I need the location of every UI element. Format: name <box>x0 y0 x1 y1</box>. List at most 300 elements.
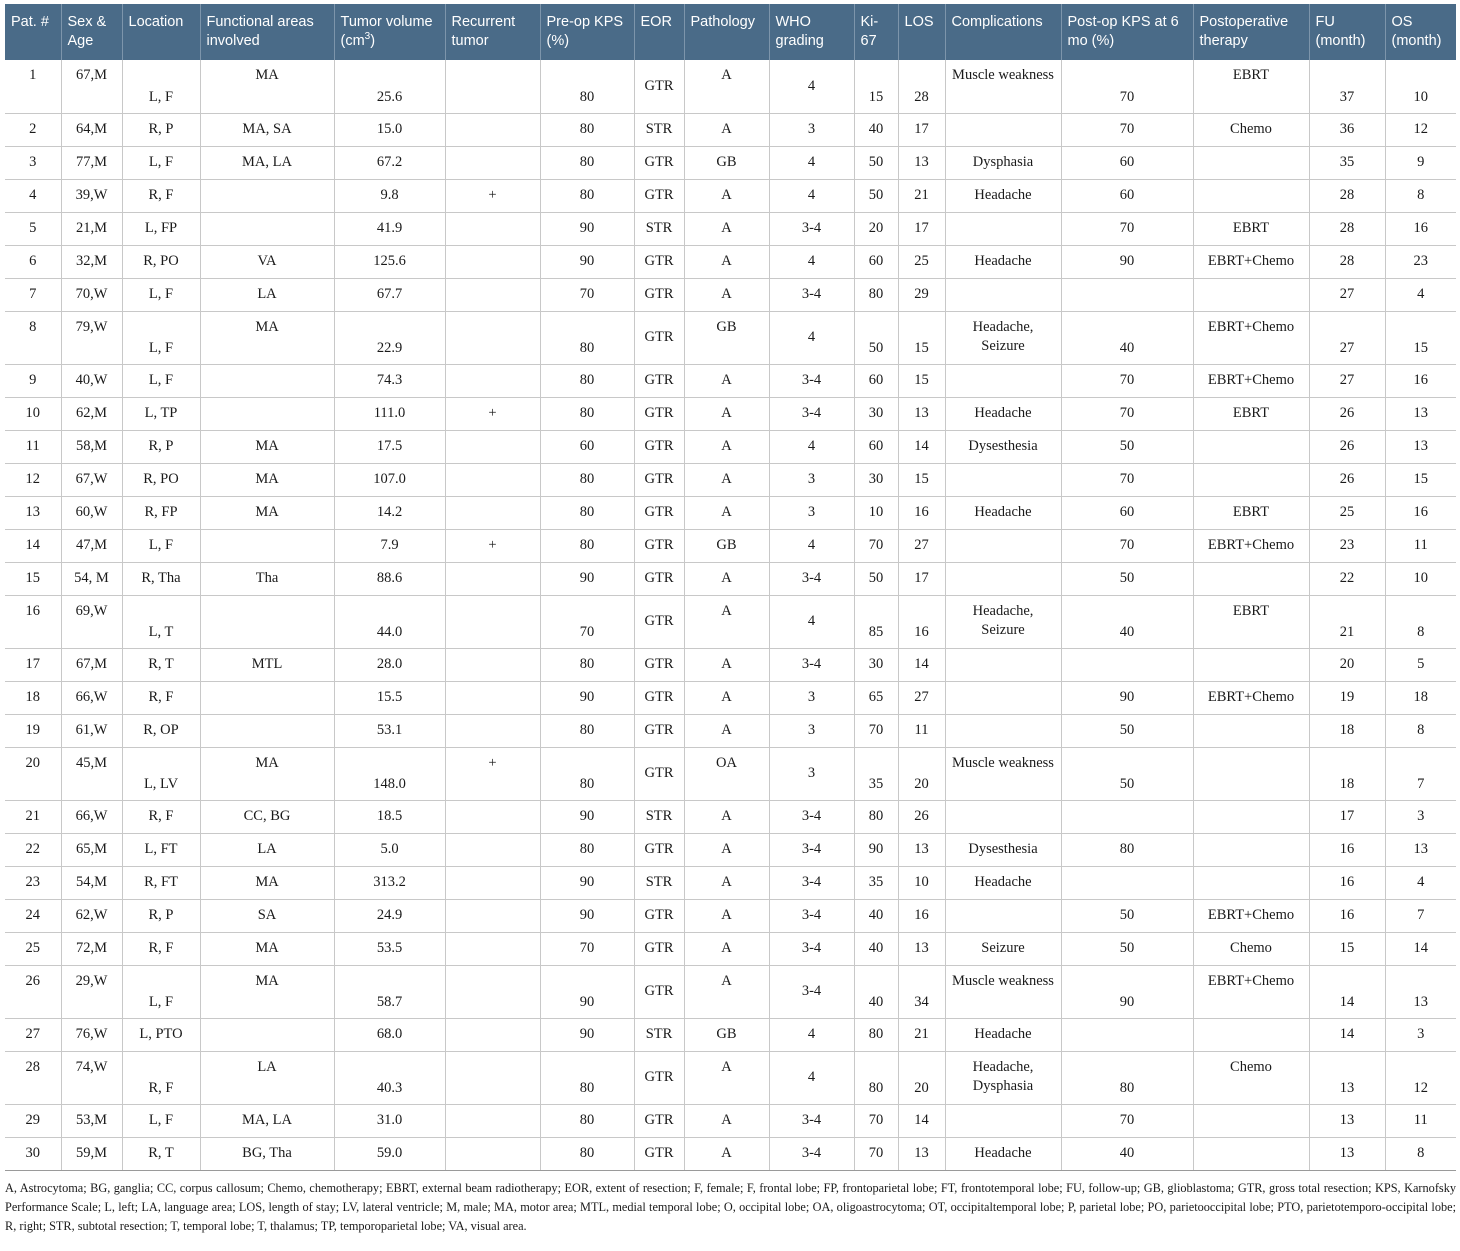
cell-volume: 14.2 <box>334 496 445 529</box>
cell-complications: Dysphasia <box>945 146 1061 179</box>
cell-sex-age: 59,M <box>61 1137 122 1170</box>
cell-preop: 80 <box>540 833 634 866</box>
table-row <box>5 899 1456 932</box>
volume-superscript: 3 <box>364 31 371 43</box>
cell-fu: 26 <box>1309 430 1385 463</box>
cell-sex-age: 39,W <box>61 179 122 212</box>
cell-functional <box>200 397 334 430</box>
cell-who: 3-4 <box>769 899 854 932</box>
cell-pat: 4 <box>5 179 61 212</box>
table-row <box>5 430 1456 463</box>
cell-preop: 80 <box>540 747 634 800</box>
table-row <box>5 1137 1456 1170</box>
cell-location: L, TP <box>122 397 200 430</box>
cell-preop: 80 <box>540 463 634 496</box>
cell-preop: 80 <box>540 714 634 747</box>
cell-volume: 41.9 <box>334 212 445 245</box>
cell-os: 7 <box>1385 747 1456 800</box>
cell-os: 3 <box>1385 800 1456 833</box>
col-header-ki67: Ki-67 <box>854 4 898 60</box>
cell-postop: 50 <box>1061 430 1193 463</box>
cell-who: 3-4 <box>769 278 854 311</box>
cell-sex-age: 47,M <box>61 529 122 562</box>
cell-ki67: 90 <box>854 833 898 866</box>
cell-therapy <box>1193 278 1309 311</box>
cell-postop: 50 <box>1061 714 1193 747</box>
cell-postop: 70 <box>1061 212 1193 245</box>
cell-preop: 90 <box>540 245 634 278</box>
cell-eor: GTR <box>634 278 684 311</box>
cell-sex-age: 32,M <box>61 245 122 278</box>
cell-preop: 80 <box>540 1051 634 1104</box>
cell-postop: 60 <box>1061 496 1193 529</box>
cell-postop: 90 <box>1061 681 1193 714</box>
cell-preop: 90 <box>540 899 634 932</box>
cell-functional: MA <box>200 932 334 965</box>
cell-functional <box>200 212 334 245</box>
cell-ki67: 50 <box>854 311 898 364</box>
cell-pat: 20 <box>5 747 61 800</box>
cell-pat: 23 <box>5 866 61 899</box>
cell-therapy: EBRT+Chemo <box>1193 681 1309 714</box>
cell-who: 3-4 <box>769 364 854 397</box>
table-row <box>5 146 1456 179</box>
cell-recurrent <box>445 278 540 311</box>
cell-therapy: EBRT <box>1193 595 1309 648</box>
cell-pathology: A <box>684 833 769 866</box>
cell-los: 17 <box>898 113 945 146</box>
cell-recurrent <box>445 681 540 714</box>
cell-pat: 22 <box>5 833 61 866</box>
cell-postop <box>1061 866 1193 899</box>
cell-eor: GTR <box>634 899 684 932</box>
cell-preop: 90 <box>540 681 634 714</box>
cell-sex-age: 61,W <box>61 714 122 747</box>
cell-location: R, PO <box>122 245 200 278</box>
col-header-pat: Pat. # <box>5 4 61 60</box>
cell-eor: STR <box>634 1018 684 1051</box>
cell-eor: GTR <box>634 965 684 1018</box>
cell-location: R, Tha <box>122 562 200 595</box>
cell-eor: GTR <box>634 747 684 800</box>
cell-os: 8 <box>1385 179 1456 212</box>
cell-pat: 1 <box>5 60 61 113</box>
cell-postop: 60 <box>1061 146 1193 179</box>
cell-os: 15 <box>1385 463 1456 496</box>
cell-os: 3 <box>1385 1018 1456 1051</box>
table-row <box>5 212 1456 245</box>
table-row <box>5 278 1456 311</box>
cell-los: 17 <box>898 212 945 245</box>
cell-ki67: 70 <box>854 1137 898 1170</box>
cell-preop: 70 <box>540 595 634 648</box>
cell-functional <box>200 714 334 747</box>
cell-location: R, OP <box>122 714 200 747</box>
cell-sex-age: 54, M <box>61 562 122 595</box>
cell-ki67: 50 <box>854 562 898 595</box>
cell-pathology: A <box>684 648 769 681</box>
cell-recurrent: + <box>445 529 540 562</box>
cell-postop <box>1061 278 1193 311</box>
cell-complications: Headache, Seizure <box>945 311 1061 364</box>
col-header-recurrent: Recurrent tumor <box>445 4 540 60</box>
cell-therapy <box>1193 1137 1309 1170</box>
cell-pathology: A <box>684 245 769 278</box>
cell-eor: GTR <box>634 1051 684 1104</box>
cell-pat: 16 <box>5 595 61 648</box>
cell-complications: Muscle weakness <box>945 60 1061 113</box>
patient-table <box>5 4 1456 1171</box>
cell-therapy <box>1193 562 1309 595</box>
cell-postop: 80 <box>1061 833 1193 866</box>
cell-recurrent <box>445 648 540 681</box>
cell-volume: 53.5 <box>334 932 445 965</box>
col-header-pathology: Pathology <box>684 4 769 60</box>
cell-pat: 10 <box>5 397 61 430</box>
cell-complications <box>945 529 1061 562</box>
cell-eor: GTR <box>634 146 684 179</box>
cell-ki67: 60 <box>854 364 898 397</box>
cell-los: 10 <box>898 866 945 899</box>
table-row <box>5 1104 1456 1137</box>
cell-volume: 22.9 <box>334 311 445 364</box>
cell-los: 20 <box>898 1051 945 1104</box>
cell-fu: 18 <box>1309 714 1385 747</box>
cell-fu: 21 <box>1309 595 1385 648</box>
cell-volume: 15.5 <box>334 681 445 714</box>
cell-los: 27 <box>898 681 945 714</box>
cell-eor: GTR <box>634 1137 684 1170</box>
cell-fu: 27 <box>1309 311 1385 364</box>
cell-sex-age: 21,M <box>61 212 122 245</box>
cell-pat: 26 <box>5 965 61 1018</box>
cell-postop: 50 <box>1061 932 1193 965</box>
cell-therapy: EBRT+Chemo <box>1193 364 1309 397</box>
cell-los: 16 <box>898 595 945 648</box>
cell-pathology: A <box>684 681 769 714</box>
cell-preop: 90 <box>540 800 634 833</box>
cell-who: 3-4 <box>769 833 854 866</box>
cell-pathology: A <box>684 800 769 833</box>
cell-eor: GTR <box>634 932 684 965</box>
cell-pathology: A <box>684 595 769 648</box>
cell-fu: 17 <box>1309 800 1385 833</box>
cell-eor: GTR <box>634 681 684 714</box>
cell-complications: Headache <box>945 1018 1061 1051</box>
cell-therapy: Chemo <box>1193 932 1309 965</box>
cell-fu: 19 <box>1309 681 1385 714</box>
cell-who: 4 <box>769 60 854 113</box>
cell-fu: 13 <box>1309 1137 1385 1170</box>
cell-os: 11 <box>1385 1104 1456 1137</box>
cell-los: 14 <box>898 430 945 463</box>
cell-recurrent <box>445 714 540 747</box>
cell-ki67: 40 <box>854 932 898 965</box>
cell-fu: 25 <box>1309 496 1385 529</box>
cell-ki67: 40 <box>854 113 898 146</box>
cell-who: 4 <box>769 179 854 212</box>
cell-los: 13 <box>898 146 945 179</box>
cell-sex-age: 70,W <box>61 278 122 311</box>
cell-sex-age: 62,W <box>61 899 122 932</box>
cell-os: 8 <box>1385 714 1456 747</box>
cell-fu: 15 <box>1309 932 1385 965</box>
table-body <box>5 60 1456 1170</box>
cell-recurrent <box>445 146 540 179</box>
cell-who: 3-4 <box>769 1137 854 1170</box>
cell-postop: 70 <box>1061 397 1193 430</box>
cell-sex-age: 72,M <box>61 932 122 965</box>
cell-complications <box>945 364 1061 397</box>
cell-ki67: 80 <box>854 1018 898 1051</box>
cell-fu: 16 <box>1309 833 1385 866</box>
cell-fu: 20 <box>1309 648 1385 681</box>
cell-ki67: 30 <box>854 648 898 681</box>
cell-eor: GTR <box>634 496 684 529</box>
cell-location: L, FP <box>122 212 200 245</box>
cell-location: R, P <box>122 430 200 463</box>
cell-ki67: 15 <box>854 60 898 113</box>
cell-os: 23 <box>1385 245 1456 278</box>
cell-os: 16 <box>1385 364 1456 397</box>
cell-therapy: EBRT <box>1193 60 1309 113</box>
cell-os: 13 <box>1385 965 1456 1018</box>
cell-preop: 80 <box>540 1137 634 1170</box>
cell-postop <box>1061 1018 1193 1051</box>
cell-location: R, F <box>122 800 200 833</box>
cell-location: L, LV <box>122 747 200 800</box>
cell-complications: Headache <box>945 397 1061 430</box>
cell-pathology: A <box>684 179 769 212</box>
cell-volume: 24.9 <box>334 899 445 932</box>
cell-functional: MA <box>200 496 334 529</box>
cell-postop: 70 <box>1061 463 1193 496</box>
cell-who: 3-4 <box>769 800 854 833</box>
cell-eor: GTR <box>634 833 684 866</box>
cell-os: 13 <box>1385 833 1456 866</box>
cell-therapy <box>1193 800 1309 833</box>
cell-complications: Headache <box>945 179 1061 212</box>
cell-recurrent <box>445 60 540 113</box>
cell-os: 16 <box>1385 496 1456 529</box>
cell-volume: 148.0 <box>334 747 445 800</box>
table-row <box>5 529 1456 562</box>
cell-functional: MA <box>200 430 334 463</box>
cell-volume: 67.2 <box>334 146 445 179</box>
cell-recurrent <box>445 245 540 278</box>
cell-fu: 18 <box>1309 747 1385 800</box>
cell-volume: 17.5 <box>334 430 445 463</box>
cell-pathology: GB <box>684 146 769 179</box>
cell-complications <box>945 648 1061 681</box>
cell-functional: CC, BG <box>200 800 334 833</box>
col-header-therapy: Postoperative therapy <box>1193 4 1309 60</box>
cell-complications <box>945 899 1061 932</box>
cell-postop <box>1061 800 1193 833</box>
cell-sex-age: 66,W <box>61 800 122 833</box>
cell-os: 8 <box>1385 1137 1456 1170</box>
cell-os: 4 <box>1385 278 1456 311</box>
table-container <box>5 4 1456 1236</box>
cell-volume: 53.1 <box>334 714 445 747</box>
cell-eor: GTR <box>634 430 684 463</box>
cell-pathology: A <box>684 899 769 932</box>
cell-functional: LA <box>200 278 334 311</box>
cell-postop: 50 <box>1061 747 1193 800</box>
cell-location: L, F <box>122 146 200 179</box>
cell-sex-age: 69,W <box>61 595 122 648</box>
cell-sex-age: 66,W <box>61 681 122 714</box>
cell-functional: MA <box>200 866 334 899</box>
cell-los: 16 <box>898 899 945 932</box>
cell-fu: 16 <box>1309 866 1385 899</box>
cell-who: 3 <box>769 463 854 496</box>
cell-therapy <box>1193 1018 1309 1051</box>
cell-los: 21 <box>898 1018 945 1051</box>
cell-ki67: 40 <box>854 965 898 1018</box>
cell-therapy <box>1193 1104 1309 1137</box>
cell-os: 13 <box>1385 430 1456 463</box>
cell-eor: GTR <box>634 562 684 595</box>
cell-pathology: A <box>684 714 769 747</box>
cell-sex-age: 54,M <box>61 866 122 899</box>
cell-os: 15 <box>1385 311 1456 364</box>
cell-functional <box>200 364 334 397</box>
cell-location: L, F <box>122 311 200 364</box>
cell-complications: Seizure <box>945 932 1061 965</box>
cell-pathology: GB <box>684 529 769 562</box>
cell-sex-age: 62,M <box>61 397 122 430</box>
cell-recurrent <box>445 800 540 833</box>
cell-pat: 17 <box>5 648 61 681</box>
cell-ki67: 20 <box>854 212 898 245</box>
cell-postop: 60 <box>1061 179 1193 212</box>
col-header-fu: FU (month) <box>1309 4 1385 60</box>
cell-sex-age: 64,M <box>61 113 122 146</box>
cell-therapy: Chemo <box>1193 113 1309 146</box>
cell-ki67: 35 <box>854 747 898 800</box>
cell-therapy <box>1193 179 1309 212</box>
cell-functional: BG, Tha <box>200 1137 334 1170</box>
cell-volume: 125.6 <box>334 245 445 278</box>
cell-sex-age: 67,W <box>61 463 122 496</box>
cell-os: 10 <box>1385 60 1456 113</box>
table-row <box>5 1051 1456 1104</box>
cell-fu: 13 <box>1309 1104 1385 1137</box>
cell-preop: 90 <box>540 212 634 245</box>
cell-eor: STR <box>634 866 684 899</box>
cell-os: 12 <box>1385 1051 1456 1104</box>
col-header-sex-age: Sex & Age <box>61 4 122 60</box>
cell-who: 4 <box>769 146 854 179</box>
cell-los: 13 <box>898 397 945 430</box>
cell-functional: LA <box>200 1051 334 1104</box>
cell-pat: 21 <box>5 800 61 833</box>
cell-os: 10 <box>1385 562 1456 595</box>
cell-location: R, PO <box>122 463 200 496</box>
cell-therapy <box>1193 463 1309 496</box>
cell-postop: 50 <box>1061 562 1193 595</box>
cell-sex-age: 67,M <box>61 60 122 113</box>
cell-recurrent <box>445 364 540 397</box>
cell-recurrent <box>445 932 540 965</box>
cell-pathology: A <box>684 397 769 430</box>
cell-volume: 107.0 <box>334 463 445 496</box>
cell-eor: GTR <box>634 397 684 430</box>
table-row <box>5 463 1456 496</box>
cell-os: 11 <box>1385 529 1456 562</box>
cell-ki67: 80 <box>854 800 898 833</box>
col-header-complications: Complications <box>945 4 1061 60</box>
col-header-who: WHO grading <box>769 4 854 60</box>
cell-functional <box>200 529 334 562</box>
cell-location: L, F <box>122 60 200 113</box>
cell-complications: Muscle weakness <box>945 747 1061 800</box>
col-header-postop: Post-op KPS at 6 mo (%) <box>1061 4 1193 60</box>
cell-recurrent <box>445 562 540 595</box>
cell-complications: Headache <box>945 245 1061 278</box>
cell-who: 3-4 <box>769 562 854 595</box>
cell-fu: 13 <box>1309 1051 1385 1104</box>
cell-recurrent: + <box>445 397 540 430</box>
cell-volume: 31.0 <box>334 1104 445 1137</box>
cell-recurrent <box>445 212 540 245</box>
cell-fu: 28 <box>1309 212 1385 245</box>
cell-eor: GTR <box>634 529 684 562</box>
cell-complications <box>945 800 1061 833</box>
cell-os: 16 <box>1385 212 1456 245</box>
cell-preop: 70 <box>540 278 634 311</box>
cell-os: 12 <box>1385 113 1456 146</box>
cell-functional: MA, SA <box>200 113 334 146</box>
cell-volume: 40.3 <box>334 1051 445 1104</box>
cell-pathology: GB <box>684 1018 769 1051</box>
cell-sex-age: 60,W <box>61 496 122 529</box>
col-header-location: Location <box>122 4 200 60</box>
cell-who: 3 <box>769 714 854 747</box>
cell-ki67: 60 <box>854 430 898 463</box>
table-row <box>5 932 1456 965</box>
cell-preop: 80 <box>540 146 634 179</box>
cell-complications <box>945 113 1061 146</box>
cell-who: 3-4 <box>769 932 854 965</box>
cell-location: R, F <box>122 179 200 212</box>
cell-los: 13 <box>898 932 945 965</box>
cell-preop: 90 <box>540 965 634 1018</box>
cell-os: 13 <box>1385 397 1456 430</box>
cell-pathology: A <box>684 113 769 146</box>
cell-pat: 25 <box>5 932 61 965</box>
table-header <box>5 4 1456 60</box>
cell-location: R, F <box>122 681 200 714</box>
cell-pathology: A <box>684 278 769 311</box>
cell-location: R, FP <box>122 496 200 529</box>
cell-pat: 11 <box>5 430 61 463</box>
cell-fu: 23 <box>1309 529 1385 562</box>
cell-preop: 80 <box>540 529 634 562</box>
cell-eor: GTR <box>634 648 684 681</box>
cell-pathology: A <box>684 430 769 463</box>
cell-postop: 70 <box>1061 60 1193 113</box>
cell-volume: 9.8 <box>334 179 445 212</box>
cell-complications <box>945 714 1061 747</box>
cell-volume: 18.5 <box>334 800 445 833</box>
cell-pat: 27 <box>5 1018 61 1051</box>
cell-location: R, P <box>122 113 200 146</box>
cell-therapy: EBRT+Chemo <box>1193 529 1309 562</box>
cell-pathology: A <box>684 212 769 245</box>
cell-location: R, FT <box>122 866 200 899</box>
